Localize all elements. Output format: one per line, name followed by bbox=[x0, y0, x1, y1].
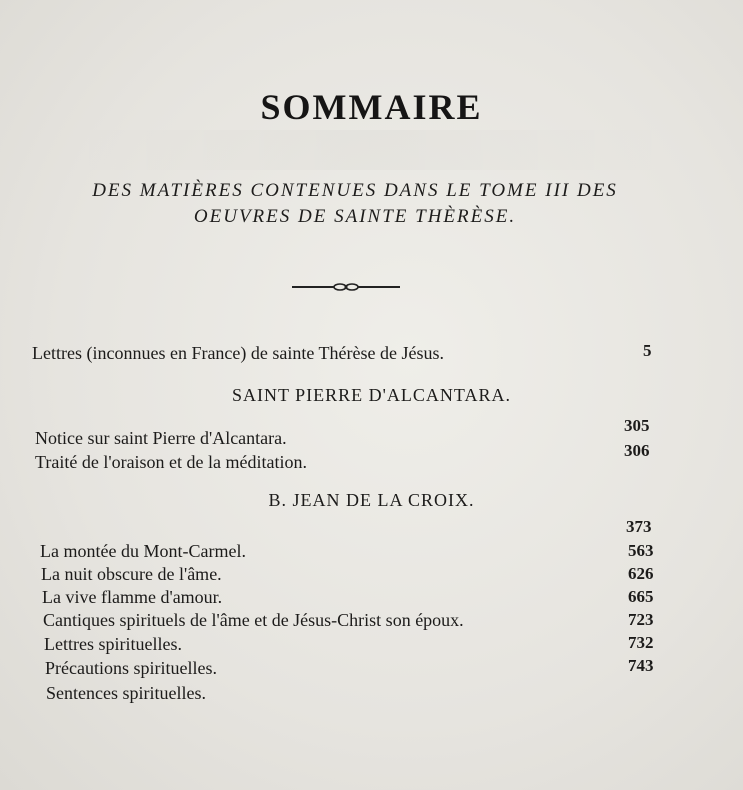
page-subtitle bbox=[35, 178, 675, 230]
toc-entry-nuit: La nuit obscure de l'âme. bbox=[41, 564, 222, 584]
toc-entry-lettres-spirituelles: Lettres spirituelles. bbox=[44, 634, 182, 654]
toc-entry-montee: La montée du Mont-Carmel. bbox=[40, 541, 246, 561]
toc-entry-sentences: Sentences spirituelles. bbox=[46, 683, 206, 703]
toc-page-lettres: 5 bbox=[643, 341, 652, 360]
toc-entry-flamme: La vive flamme d'amour. bbox=[42, 587, 223, 607]
toc-page-alcantara-1: 305 bbox=[624, 416, 650, 435]
show-through-shadow bbox=[60, 130, 680, 170]
section-heading-jean-de-la-croix: B. JEAN DE LA CROIX. bbox=[268, 490, 475, 510]
page-title: SOMMAIRE bbox=[260, 87, 483, 127]
toc-page-alcantara-2: 306 bbox=[624, 441, 650, 460]
toc-page-croix-5: 723 bbox=[628, 610, 654, 629]
toc-entry-notice: Notice sur saint Pierre d'Alcantara. bbox=[35, 428, 287, 448]
subtitle-line-1: DES MATIÈRES CONTENUES DANS LE TOME III DES bbox=[92, 180, 618, 201]
toc-entry-precautions: Précautions spirituelles. bbox=[45, 658, 217, 678]
toc-entry-traite: Traité de l'oraison et de la méditation. bbox=[35, 452, 308, 472]
toc-page-croix-7: 743 bbox=[628, 656, 654, 675]
toc-page-croix-1: 373 bbox=[626, 517, 652, 536]
section-heading-alcantara: SAINT PIERRE D'ALCANTARA. bbox=[232, 385, 511, 405]
subtitle-line-2: OEUVRES DE SAINTE THÈRÈSE. bbox=[193, 206, 517, 227]
toc-page-croix-4: 665 bbox=[628, 587, 654, 606]
toc-page-croix-3: 626 bbox=[628, 564, 654, 583]
toc-page-croix-2: 563 bbox=[628, 541, 654, 560]
toc-entry-lettres: Lettres (inconnues en France) de sainte Thérèse de Jésus. bbox=[32, 343, 445, 363]
double-rule-ornament-icon bbox=[290, 280, 402, 294]
toc-entry-cantiques: Cantiques spirituels de l'âme et de Jésus-Christ son époux. bbox=[43, 610, 464, 630]
toc-page-croix-6: 732 bbox=[628, 633, 654, 652]
